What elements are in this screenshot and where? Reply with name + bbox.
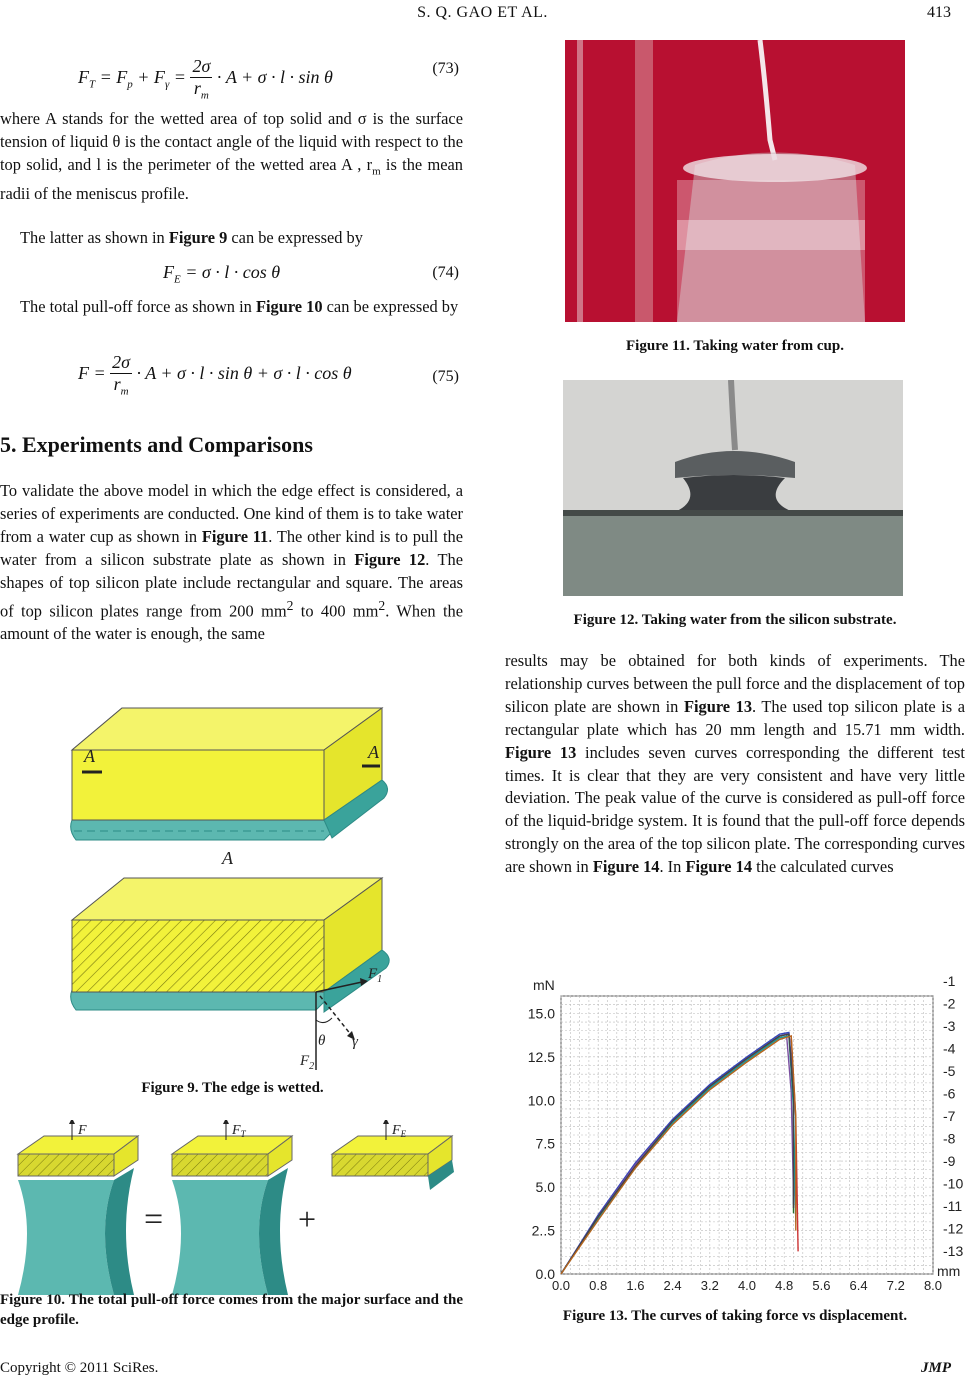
x-tick-label: 0.0 (551, 1278, 571, 1293)
legend-label: -5 (943, 1063, 956, 1079)
figure-11-caption: Figure 11. Taking water from cup. (626, 338, 844, 354)
x-tick-label: 8.0 (923, 1278, 943, 1293)
x-tick-label: 6.4 (849, 1278, 868, 1293)
svg-text:A: A (368, 742, 379, 762)
x-tick-label: 2.4 (663, 1278, 682, 1293)
svg-text:FE: $F_E$ (392, 1123, 407, 1139)
figure-10-drawing (14, 1120, 462, 1300)
fig12-ref[interactable]: Figure 12 (354, 549, 426, 569)
svg-text:FT: $F_T$ (232, 1123, 246, 1139)
svg-text:F: F (78, 1123, 87, 1138)
y-tick-label: 15.0 (527, 1005, 555, 1022)
y-tick-label: 5.0 (535, 1179, 555, 1196)
x-tick-label: 5.6 (812, 1278, 831, 1293)
figure-12-caption: Figure 12. Taking water from the silicon substrate. (573, 612, 897, 628)
equation-73: $F_T = F_p + F_\gamma$ = $\frac{2\sigma}{r_m}$ · A + σ · l · sin θ (73) (78, 56, 459, 102)
legend-label: -13 (943, 1243, 964, 1259)
footer-copyright: Copyright © 2011 SciRes. (0, 1360, 159, 1376)
page-number: 413 (927, 4, 951, 21)
fig14-ref-2[interactable]: Figure 14 (685, 857, 753, 877)
paragraph-latter: The latter as shown in Figure 9 can be expressed by (20, 228, 363, 247)
figure-13-chart (505, 958, 965, 1303)
fig10-ref[interactable]: Figure 10 (255, 297, 323, 316)
y-tick-label: 10.0 (527, 1092, 555, 1109)
y-axis-label: mN (533, 977, 555, 993)
footer-journal: JMP (921, 1360, 951, 1376)
fig14-ref[interactable]: Figure 14 (592, 857, 660, 877)
section-title: 5. Experiments and Comparisons (0, 432, 313, 457)
x-tick-label: 4.8 (775, 1278, 794, 1293)
svg-text:F2: $F_2$ (300, 1053, 315, 1070)
y-tick-label: 7.5 (535, 1135, 555, 1152)
y-tick-label: 2..5 (531, 1222, 555, 1239)
legend-label: -2 (943, 995, 956, 1012)
fig13-ref-2[interactable]: Figure 13 (505, 742, 577, 762)
y-tick-label: 0.0 (535, 1266, 555, 1282)
fig9-ref[interactable]: Figure 9 (168, 228, 228, 247)
equation-74: $F_E = \sigma \cdot l \cdot \cos \theta$ (74) (163, 262, 459, 286)
paragraph-experiments: To validate the above model in which the edge effect is considered, a series of experiments are conducted. One kind of them is to take water from a water cup as shown in Figure 11. The other kind is to pull the water from a silicon substrate plate as shown in Figure 12. The shapes of top silicon plate include rectangular and square. The areas of top silicon plates range from 200 $mm^2$ to 400 $mm^2$. When the amount of the water is enough, the same (0, 481, 463, 643)
svg-text:F1: $F_1$ (368, 966, 383, 985)
figure-9 (62, 700, 407, 1070)
x-tick-label: 7.2 (886, 1278, 905, 1293)
figure-13-caption: Figure 13. The curves of taking force vs displacement. (562, 1308, 908, 1324)
svg-text:A: A (222, 848, 233, 868)
legend-label: -3 (943, 1018, 956, 1034)
svg-text:=: = (144, 1201, 164, 1238)
legend-label: -9 (943, 1153, 956, 1169)
svg-text:γ: γ (352, 1034, 358, 1050)
upper-block (71, 708, 388, 840)
fig13-ref[interactable]: Figure 13 (683, 696, 753, 716)
paragraph-results: results may be obtained for both kinds of experiments. The relationship curves between the pull force and the displacement of top silicon plate are shown in Figure 13. The used top silicon plate is a rectangular plate which has 20 mm length and 15.71 mm width. Figure 13 includes seven curves corresponding the different test times. It is clear that they are very consistent and have very little deviation. The peak value of the curve is considered as pull-off force of the liquid-bridge system. It is found that the pull-off force depends strongly on the area of the top silicon plate. The corresponding curves are shown in Figure 14. In Figure 14 the calculated curves (505, 651, 965, 877)
x-tick-label: 1.6 (626, 1278, 645, 1293)
fig11-ref[interactable]: Figure 11 (201, 526, 269, 546)
paragraph-total-force: The total pull-off force as shown in Figure 10 can be expressed by (20, 297, 459, 316)
legend-label: -7 (943, 1108, 956, 1124)
x-tick-label: 0.8 (589, 1278, 608, 1293)
x-tick-label: 4.0 (737, 1278, 757, 1293)
equation-number-73: (73) (432, 60, 459, 77)
svg-text:A: A (84, 746, 95, 766)
equation-number-74: (74) (432, 264, 459, 281)
legend-label: -8 (943, 1130, 956, 1147)
paragraph-definitions: where A stands for the wetted area of top solid and σ is the surface tension of liquid θ is the contact angle of the liquid with respect to the top solid, and l is the perimeter of the wetted area A , $r_m$ is the mean radii of the meniscus profile. (0, 109, 463, 203)
left-column (0, 40, 465, 1340)
running-head: S. Q. GAO ET AL. (417, 4, 548, 21)
figure-10 (14, 1120, 462, 1300)
fig10-full-system (18, 1120, 138, 1295)
y-tick-label: 12.5 (527, 1048, 555, 1065)
figure-11-photo (565, 40, 905, 322)
figure-10-caption: Figure 10. The total pull-off force comes from the major surface and the edge profile. (0, 1292, 463, 1328)
legend-label: -4 (943, 1040, 956, 1057)
x-axis-label: mm (937, 1263, 961, 1279)
force-displacement-chart (505, 958, 965, 1303)
legend-label: -1 (943, 973, 956, 989)
lower-block (71, 878, 390, 1070)
legend-label: -11 (943, 1198, 963, 1214)
x-tick-label: 3.2 (700, 1278, 719, 1293)
figure-12-photo (563, 380, 903, 596)
right-column (505, 40, 965, 1340)
figure-9-drawing (62, 700, 407, 1070)
equation-number-75: (75) (432, 368, 459, 385)
figure-9-caption: Figure 9. The edge is wetted. (141, 1080, 324, 1096)
svg-text:θ: θ (318, 1033, 326, 1049)
svg-text:+: + (298, 1201, 317, 1237)
fig10-major-surface (172, 1120, 292, 1295)
legend-label: -6 (943, 1085, 956, 1102)
legend-label: -10 (943, 1175, 964, 1192)
equation-75: F = $\frac{2\sigma}{r_m}$ · A + σ · l · sin θ + σ · l · cos θ (75) (78, 352, 459, 398)
legend-label: -12 (943, 1220, 964, 1237)
